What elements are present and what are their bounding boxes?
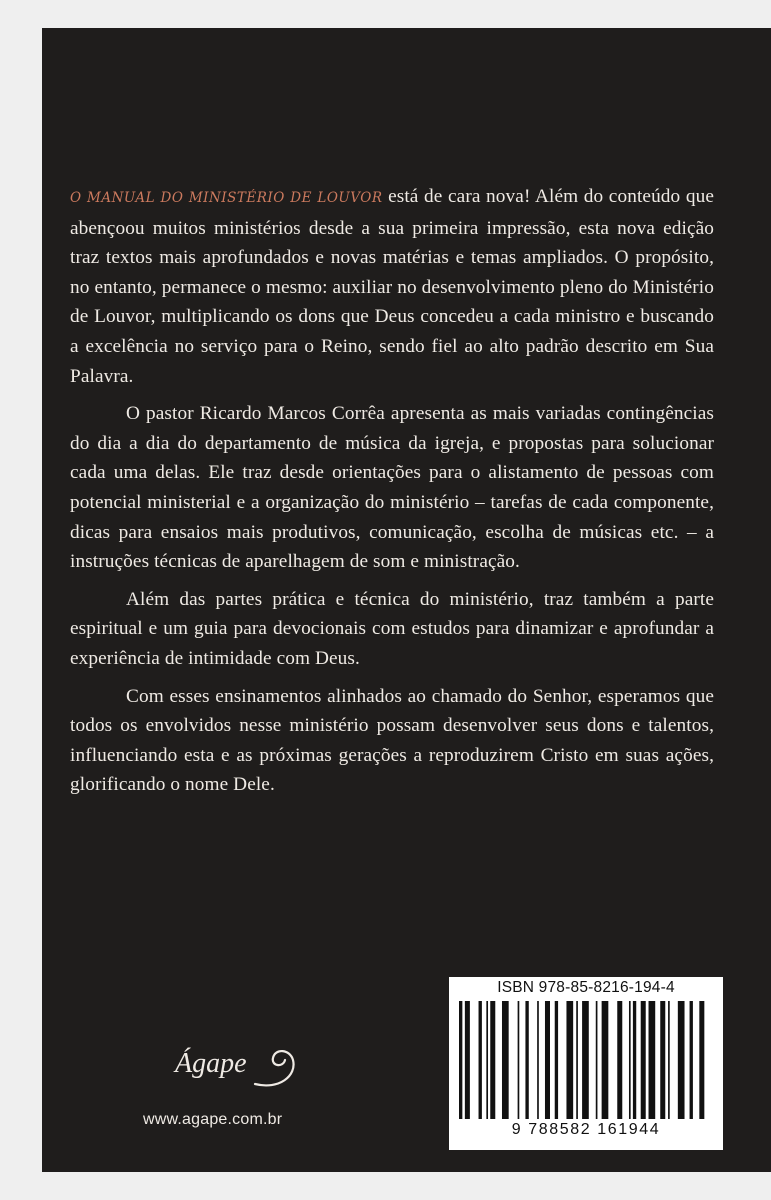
barcode-bar: [678, 1001, 685, 1119]
barcode-digits: 9 788582 161944: [511, 1121, 661, 1138]
synopsis-text: [70, 182, 714, 808]
synopsis-paragraph-1: [70, 182, 714, 391]
barcode-bar: [596, 1001, 598, 1119]
barcode-bar: [699, 1001, 704, 1119]
barcode-bar: [660, 1001, 665, 1119]
book-title: O MANUAL DO MINISTÉRIO DE LOUVOR: [70, 190, 383, 206]
isbn-label: ISBN 978-85-8216-194-4: [497, 979, 675, 996]
barcode-bar: [617, 1001, 622, 1119]
barcode-bar: [690, 1001, 693, 1119]
barcode-bar: [668, 1001, 670, 1119]
barcode-bar: [479, 1001, 482, 1119]
barcode-bar: [602, 1001, 609, 1119]
barcode-bar: [629, 1001, 631, 1119]
barcode-bar: [537, 1001, 539, 1119]
barcode-bar: [486, 1001, 488, 1119]
barcode-bar: [465, 1001, 470, 1119]
publisher-logo: [165, 1040, 305, 1100]
barcode-icon: [459, 1001, 713, 1119]
publisher-website: www.agape.com.br: [143, 1111, 283, 1128]
synopsis-paragraph-1-text: está de cara nova! Além do conteúdo que abençoou muitos ministérios desde a sua primeira impressão, esta nova edição traz textos mais aprofundados e novas matérias e temas ampliados. O propósito, no entanto, permanece o mesmo: auxiliar no desenvolvimento pleno do Ministério de Louvor, multiplicando os dons que Deus concedeu a cada ministro e buscando a excelência no serviço para o Reino, sendo fiel ao alto padrão descrito em Sua Palavra.: [70, 186, 714, 387]
isbn-barcode-box: [449, 977, 723, 1150]
synopsis-paragraph-4: Com esses ensinamentos alinhados ao chamado do Senhor, esperamos que todos os envolvidos nesse ministério possam desenvolver seus dons e talentos, influenciando esta e as próximas gerações a reproduzirem Cristo em suas ações, glorificando o nome Dele.: [70, 685, 714, 796]
barcode-bar: [502, 1001, 509, 1119]
barcode-bar: [518, 1001, 520, 1119]
barcode-bar: [525, 1001, 528, 1119]
barcode-bar: [459, 1001, 462, 1119]
barcode-bar: [555, 1001, 558, 1119]
barcode-bar: [582, 1001, 589, 1119]
synopsis-paragraph-3: Além das partes prática e técnica do ministério, traz também a parte espiritual e um guia para devocionais com estudos para dinamizar e aprofundar a experiência de intimidade com Deus.: [70, 588, 714, 669]
barcode-bar: [641, 1001, 646, 1119]
barcode-bar: [649, 1001, 656, 1119]
barcode-bar: [490, 1001, 495, 1119]
barcode-bar: [545, 1001, 550, 1119]
publisher-logo-text: Ágape: [175, 1048, 247, 1079]
synopsis-paragraph-2: O pastor Ricardo Marcos Corrêa apresenta as mais variadas contingências do dia a dia do departamento de música da igreja, e propostas para solucionar cada uma delas. Ele traz desde orientações para o alistamento de pessoas com potencial ministerial e a organização do ministério – tarefas de cada componente, dicas para ensaios mais produtivos, comunicação, escolha de músicas etc. – a instruções técnicas de aparelhagem de som e ministração.: [70, 403, 714, 573]
swirl-icon: [249, 1044, 301, 1092]
barcode-bar: [576, 1001, 578, 1119]
barcode-bar: [633, 1001, 636, 1119]
barcode-bar: [566, 1001, 573, 1119]
